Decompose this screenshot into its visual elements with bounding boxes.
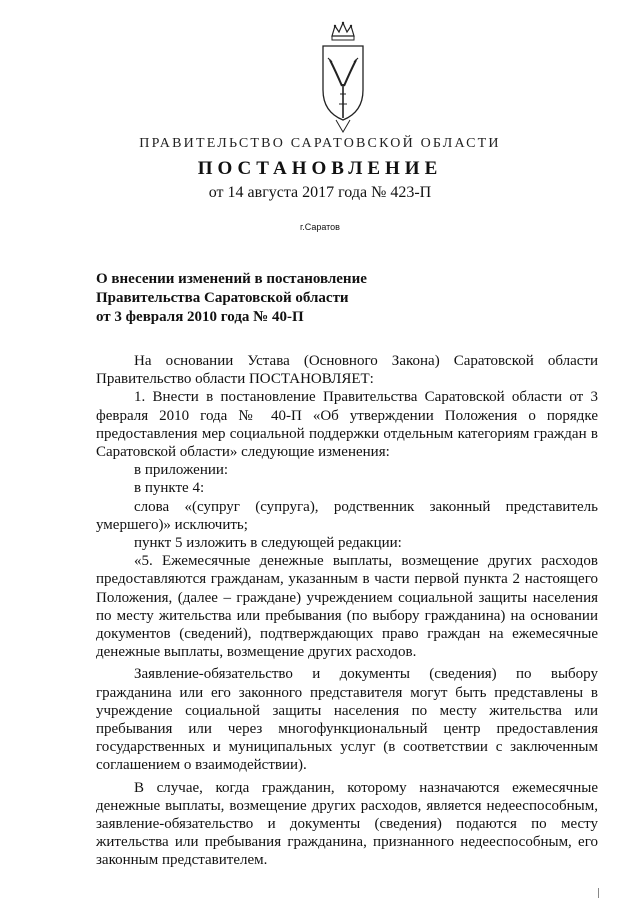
subject-line: Правительства Саратовской области — [96, 290, 349, 306]
document-type: ПОСТАНОВЛЕНИЕ — [197, 158, 443, 179]
subject-line: О внесении изменений в постановление — [96, 271, 367, 287]
body-paragraph: пункт 5 изложить в следующей редакции: — [134, 535, 402, 552]
document-subject — [96, 270, 436, 327]
government-name: ПРАВИТЕЛЬСТВО САРАТОВСКОЙ ОБЛАСТИ — [139, 136, 501, 151]
document-date-number: от 14 августа 2017 года № 423-П — [208, 184, 432, 201]
body-paragraph: в пункте 4: — [134, 480, 205, 497]
body-paragraph: в приложении: — [134, 462, 229, 479]
body-paragraph: слова «(супруг (супруга), родственник законный представитель умершего)» исключить; — [96, 498, 598, 533]
body-paragraph: В случае, когда гражданин, которому назначаются ежемесячные денежные выплаты, возмещение других расходов, является недееспособным, заявление-обязательство и документы (сведения) подаются по месту жительства или пребывания гражданина, признанного недееспособным, его законным представителем. — [96, 779, 598, 869]
subject-line: от 3 февраля 2010 года № 40-П — [96, 309, 304, 325]
body-paragraph: «5. Ежемесячные денежные выплаты, возмещение других расходов предоставляются гражданам, указанным в части первой пункта 2 настоящего Положения, (далее – граждане) учреждением социальной защиты населения по месту жительства или пребывания (по выбору гражданина) на основании документов (сведений), подтверждающих право граждан на ежемесячные денежные выплаты, возмещение других расходов. — [96, 553, 598, 661]
document-city: г.Саратов — [300, 222, 340, 232]
document-body — [96, 352, 598, 870]
body-paragraph: Заявление-обязательство и документы (сведения) по выбору гражданина или его законного представителя могут быть представлены в учреждение социальной защиты населения по месту жительства или пребывания или через многофункциональный центр предоставления государственных и муниципальных услуг (в соответствии с заключенным соглашением о взаимодействии). — [96, 666, 598, 774]
body-paragraph: 1. Внести в постановление Правительства Саратовской области от 3 февраля 2010 года № 40-П «Об утверждении Положения о порядке предоставления мер социальной поддержки отдельным категориям граждан в Саратовской области» следующие изменения: — [96, 389, 598, 461]
coat-of-arms-icon — [318, 20, 368, 140]
body-paragraph: На основании Устава (Основного Закона) Саратовской области Правительство области ПОСТАНОВЛЯЕТ: — [96, 353, 598, 388]
scan-artifact — [598, 888, 599, 898]
